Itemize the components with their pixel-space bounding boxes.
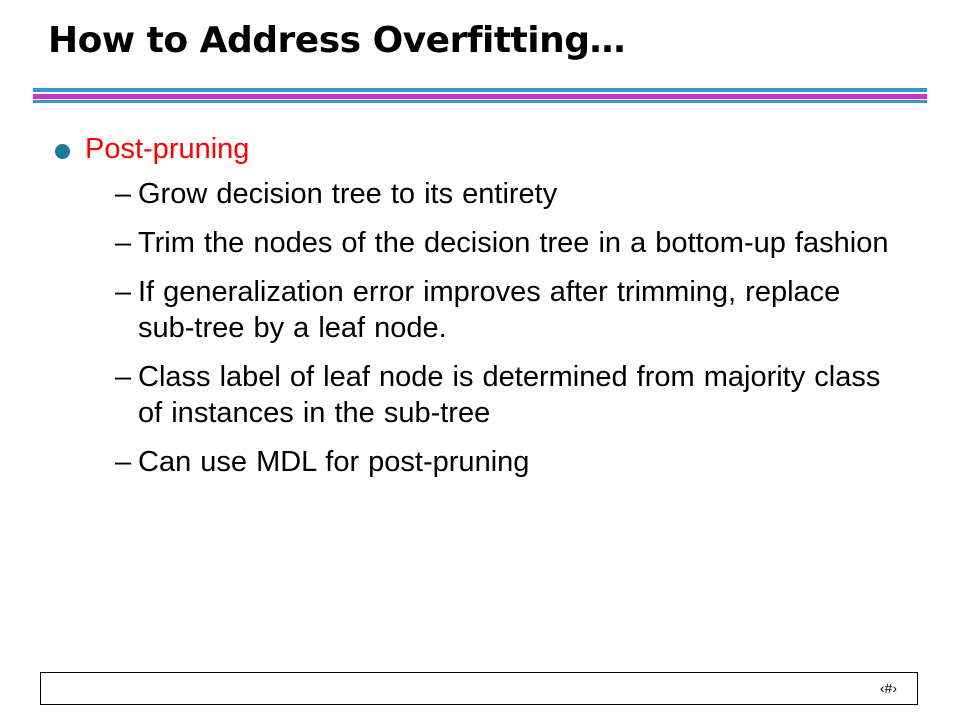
title-divider-middle (33, 94, 927, 99)
sub-bullet-text: Grow decision tree to its entirety (138, 178, 558, 210)
dash-marker: – (115, 446, 132, 478)
title-divider-top (33, 88, 927, 92)
slide-title: How to Address Overfitting… (48, 20, 625, 61)
dash-marker: – (115, 178, 132, 210)
slide-content (55, 126, 905, 493)
title-divider-bottom (33, 100, 927, 103)
sub-bullet-item (55, 359, 905, 431)
dash-marker: – (115, 361, 132, 393)
dash-marker: – (115, 227, 132, 259)
sub-bullet-list (55, 176, 905, 480)
sub-bullet-text: If generalization error improves after trimming, replace sub-tree by a leaf node. (138, 276, 841, 344)
slide-number: ‹#› (879, 680, 897, 696)
dash-marker: – (115, 276, 132, 308)
sub-bullet-text: Class label of leaf node is determined from majority class of instances in the sub-tree (138, 361, 881, 429)
bullet-dot-icon (55, 144, 70, 159)
sub-bullet-text: Can use MDL for post-pruning (138, 446, 530, 478)
sub-bullet-item (55, 444, 905, 480)
sub-bullet-text: Trim the nodes of the decision tree in a bottom-up fashion (138, 227, 889, 259)
main-bullet (55, 126, 905, 176)
footer (40, 672, 918, 705)
sub-bullet-item (55, 225, 905, 261)
sub-bullet-item (55, 274, 905, 346)
main-bullet-text: Post-pruning (85, 133, 250, 165)
sub-bullet-item (55, 176, 905, 212)
